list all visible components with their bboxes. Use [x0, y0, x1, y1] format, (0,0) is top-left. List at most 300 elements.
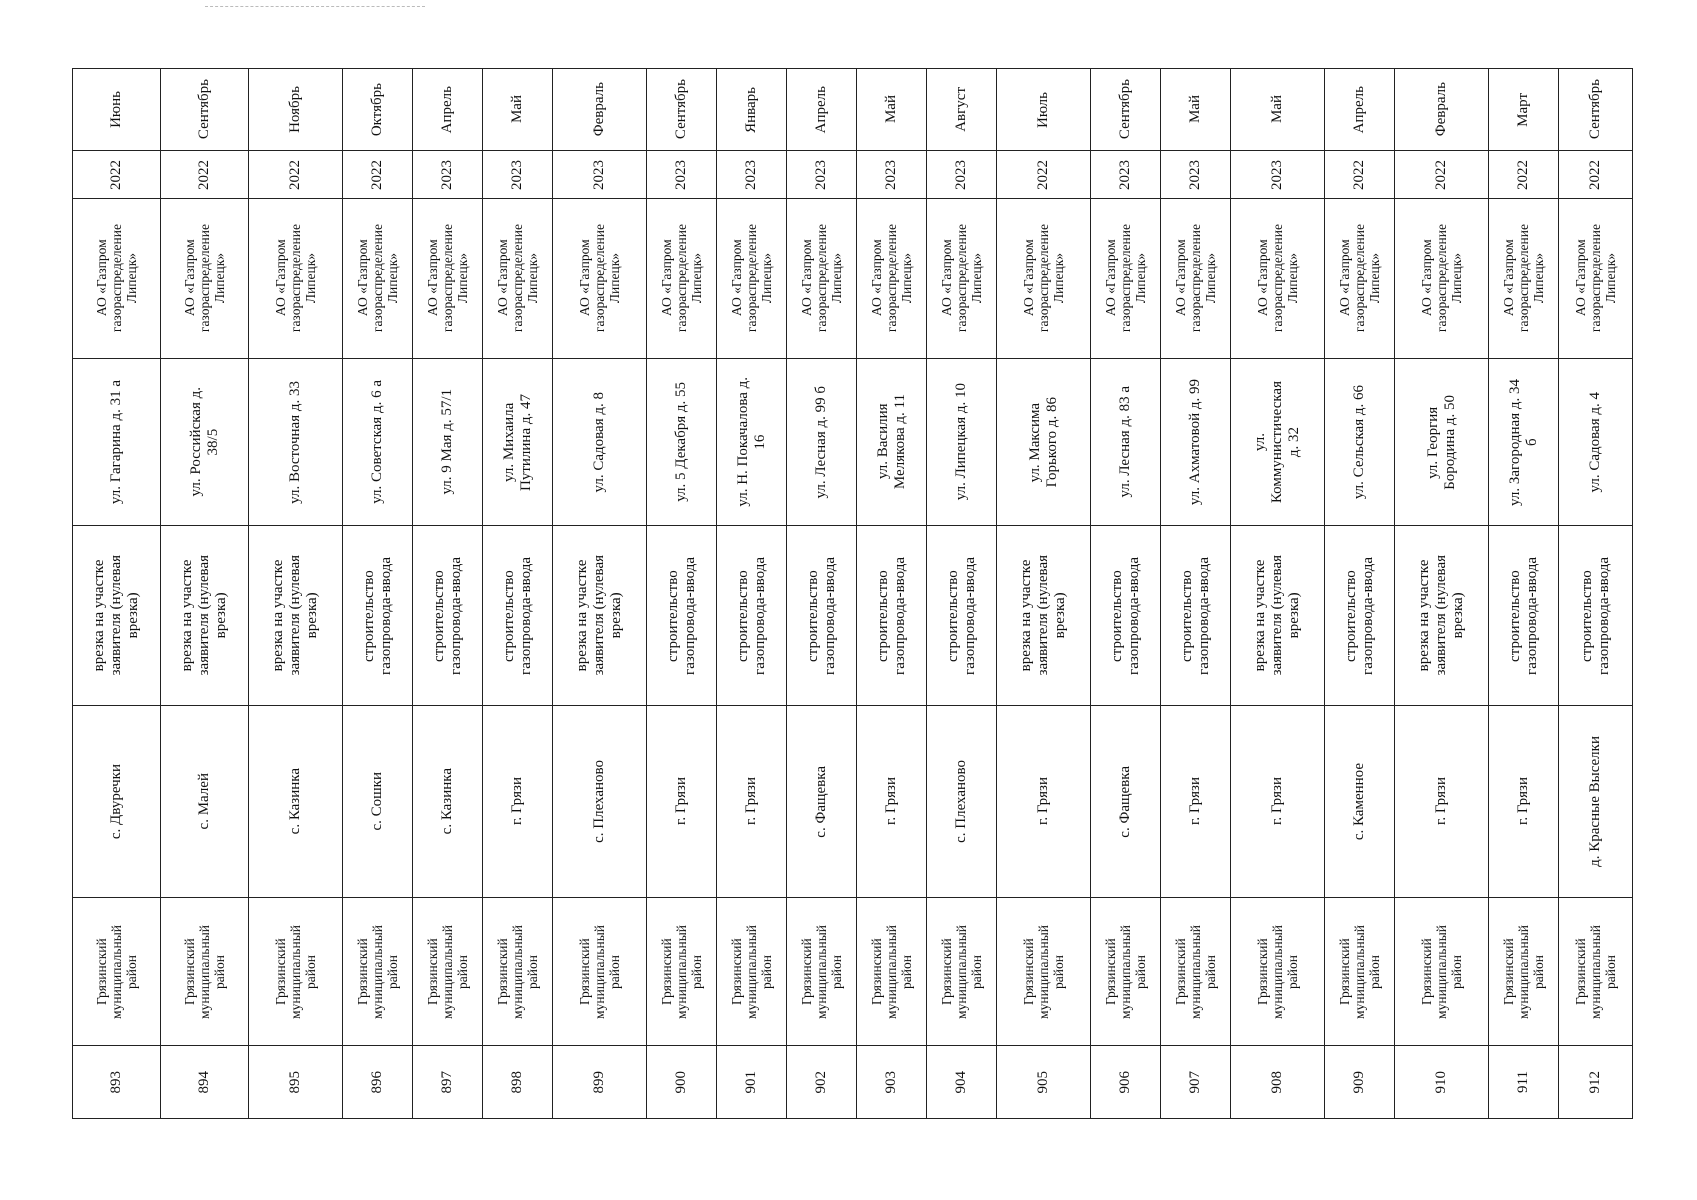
locality-row: [73, 706, 1633, 898]
year-cell: [413, 151, 483, 199]
locality-text: с. Казинка: [439, 768, 455, 835]
organization-text: АО «Газпром газораспределение Липецк»: [1021, 224, 1066, 333]
row-number-text: 908: [1269, 1070, 1285, 1094]
year-cell: [1325, 151, 1395, 199]
month-cell: [1325, 69, 1395, 151]
work-type-cell: [1231, 526, 1325, 706]
row-number-cell: [927, 1046, 997, 1119]
month-text: Июль: [1035, 91, 1051, 128]
month-text: Май: [1269, 95, 1285, 124]
address-cell: [1395, 359, 1489, 526]
locality-cell: [857, 706, 927, 898]
row-number-cell: [483, 1046, 553, 1119]
month-text: Апрель: [813, 85, 829, 134]
district-text: Грязинский муниципальный район: [869, 924, 914, 1019]
district-row: [73, 898, 1633, 1046]
month-cell: [1489, 69, 1559, 151]
work-type-cell: [997, 526, 1091, 706]
district-cell: [1161, 898, 1231, 1046]
district-cell: [1489, 898, 1559, 1046]
address-row: [73, 359, 1633, 526]
organization-cell: [787, 199, 857, 359]
organization-text: АО «Газпром газораспределение Липецк»: [869, 224, 914, 333]
organization-cell: [1395, 199, 1489, 359]
organization-cell: [1161, 199, 1231, 359]
work-type-cell: [1161, 526, 1231, 706]
work-type-text: строительство газопровода-ввода: [1506, 556, 1540, 675]
month-text: Сентябрь: [1587, 79, 1603, 140]
district-text: Грязинский муниципальный район: [1255, 924, 1300, 1019]
year-cell: [1559, 151, 1633, 199]
month-text: Февраль: [1433, 82, 1449, 137]
locality-cell: [343, 706, 413, 898]
locality-text: д. Красные Выселки: [1587, 736, 1603, 867]
organization-text: АО «Газпром газораспределение Липецк»: [1501, 224, 1546, 333]
work-type-text: врезка на участке заявителя (нулевая врезка): [574, 555, 624, 676]
district-cell: [927, 898, 997, 1046]
row-number-cell: [647, 1046, 717, 1119]
organization-cell: [647, 199, 717, 359]
work-type-row: [73, 526, 1633, 706]
locality-cell: [161, 706, 249, 898]
locality-text: с. Сошки: [369, 772, 385, 831]
year-cell: [249, 151, 343, 199]
address-cell: [647, 359, 717, 526]
district-cell: [1559, 898, 1633, 1046]
row-number-text: 912: [1587, 1070, 1603, 1094]
year-cell: [1395, 151, 1489, 199]
locality-text: г. Грязи: [1433, 777, 1449, 826]
address-text: ул. Российская д. 38/5: [187, 387, 221, 497]
address-text: ул. Н. Покачалова д. 16: [734, 377, 768, 507]
address-text: ул. Советская д. 6 а: [369, 380, 385, 504]
work-type-cell: [647, 526, 717, 706]
work-type-cell: [1559, 526, 1633, 706]
organization-text: АО «Газпром газораспределение Липецк»: [1103, 224, 1148, 333]
district-cell: [997, 898, 1091, 1046]
organization-cell: [343, 199, 413, 359]
year-cell: [553, 151, 647, 199]
district-cell: [413, 898, 483, 1046]
month-cell: [1091, 69, 1161, 151]
row-number-text: 896: [369, 1070, 385, 1094]
year-row: [73, 151, 1633, 199]
work-type-cell: [161, 526, 249, 706]
month-text: Апрель: [439, 85, 455, 134]
row-number-text: 902: [813, 1070, 829, 1094]
month-text: Июнь: [108, 91, 124, 128]
row-number-row: [73, 1046, 1633, 1119]
locality-text: г. Грязи: [1035, 777, 1051, 826]
district-cell: [553, 898, 647, 1046]
work-type-cell: [553, 526, 647, 706]
row-number-cell: [997, 1046, 1091, 1119]
address-cell: [927, 359, 997, 526]
locality-cell: [483, 706, 553, 898]
address-text: ул. Липецкая д. 10: [953, 383, 969, 501]
month-cell: [1161, 69, 1231, 151]
work-type-text: строительство газопровода-ввода: [360, 556, 394, 675]
address-text: ул. Садовая д. 4: [1587, 391, 1603, 493]
address-cell: [413, 359, 483, 526]
work-type-cell: [73, 526, 161, 706]
locality-text: г. Грязи: [509, 777, 525, 826]
locality-cell: [1395, 706, 1489, 898]
organization-cell: [1325, 199, 1395, 359]
year-text: 2023: [743, 159, 759, 190]
organization-text: АО «Газпром газораспределение Липецк»: [495, 224, 540, 333]
row-number-cell: [1489, 1046, 1559, 1119]
month-cell: [1395, 69, 1489, 151]
address-text: ул. Гагарина д. 31 а: [108, 379, 124, 505]
address-cell: [483, 359, 553, 526]
locality-cell: [413, 706, 483, 898]
address-cell: [343, 359, 413, 526]
address-text: ул. Михаила Путилина д. 47: [500, 393, 534, 491]
address-cell: [1231, 359, 1325, 526]
work-type-text: строительство газопровода-ввода: [1578, 556, 1612, 675]
organization-text: АО «Газпром газораспределение Липецк»: [1573, 224, 1618, 333]
organization-cell: [161, 199, 249, 359]
month-cell: [717, 69, 787, 151]
organization-text: АО «Газпром газораспределение Липецк»: [939, 224, 984, 333]
month-text: Май: [1187, 95, 1203, 124]
gas-connection-table: [72, 68, 1633, 1119]
work-type-cell: [249, 526, 343, 706]
year-cell: [161, 151, 249, 199]
year-text: 2023: [439, 159, 455, 190]
locality-text: с. Казинка: [287, 768, 303, 835]
work-type-cell: [343, 526, 413, 706]
locality-cell: [997, 706, 1091, 898]
work-type-text: строительство газопровода-ввода: [1108, 556, 1142, 675]
district-text: Грязинский муниципальный район: [1573, 924, 1618, 1019]
locality-text: с. Двуречки: [108, 763, 124, 840]
work-type-text: врезка на участке заявителя (нулевая врезка): [270, 555, 320, 676]
district-text: Грязинский муниципальный район: [182, 924, 227, 1019]
address-cell: [1559, 359, 1633, 526]
year-text: 2023: [883, 159, 899, 190]
locality-cell: [787, 706, 857, 898]
year-text: 2023: [1117, 159, 1133, 190]
row-number-text: 900: [673, 1070, 689, 1094]
district-cell: [249, 898, 343, 1046]
month-row: [73, 69, 1633, 151]
work-type-cell: [1325, 526, 1395, 706]
year-text: 2022: [196, 159, 212, 190]
year-cell: [73, 151, 161, 199]
organization-text: АО «Газпром газораспределение Липецк»: [94, 224, 139, 333]
month-cell: [857, 69, 927, 151]
row-number-cell: [1231, 1046, 1325, 1119]
district-cell: [73, 898, 161, 1046]
year-cell: [857, 151, 927, 199]
district-cell: [161, 898, 249, 1046]
row-number-cell: [161, 1046, 249, 1119]
district-text: Грязинский муниципальный район: [1501, 924, 1546, 1019]
organization-cell: [717, 199, 787, 359]
organization-cell: [73, 199, 161, 359]
address-text: ул. Георгия Бородина д. 50: [1424, 394, 1458, 490]
address-text: ул. 5 Декабря д. 55: [673, 382, 689, 502]
organization-text: АО «Газпром газораспределение Липецк»: [1337, 224, 1382, 333]
month-text: Сентябрь: [1117, 79, 1133, 140]
address-cell: [857, 359, 927, 526]
month-text: Октябрь: [369, 82, 385, 137]
work-type-cell: [413, 526, 483, 706]
work-type-text: врезка на участке заявителя (нулевая врезка): [1252, 555, 1302, 676]
locality-cell: [717, 706, 787, 898]
district-text: Грязинский муниципальный район: [94, 924, 139, 1019]
district-cell: [857, 898, 927, 1046]
organization-cell: [997, 199, 1091, 359]
work-type-cell: [1489, 526, 1559, 706]
year-text: 2023: [953, 159, 969, 190]
address-cell: [161, 359, 249, 526]
organization-text: АО «Газпром газораспределение Липецк»: [1173, 224, 1218, 333]
district-cell: [483, 898, 553, 1046]
district-cell: [1395, 898, 1489, 1046]
row-number-cell: [1161, 1046, 1231, 1119]
row-number-text: 907: [1187, 1070, 1203, 1094]
year-text: 2023: [673, 159, 689, 190]
year-text: 2022: [369, 159, 385, 190]
locality-cell: [1091, 706, 1161, 898]
month-text: Январь: [743, 86, 759, 133]
work-type-text: строительство газопровода-ввода: [664, 556, 698, 675]
locality-cell: [1231, 706, 1325, 898]
row-number-text: 909: [1351, 1070, 1367, 1094]
locality-cell: [553, 706, 647, 898]
district-text: Грязинский муниципальный район: [1173, 924, 1218, 1019]
organization-cell: [1091, 199, 1161, 359]
year-text: 2022: [287, 159, 303, 190]
district-cell: [1325, 898, 1395, 1046]
organization-text: АО «Газпром газораспределение Липецк»: [799, 224, 844, 333]
organization-cell: [249, 199, 343, 359]
row-number-cell: [1559, 1046, 1633, 1119]
work-type-cell: [857, 526, 927, 706]
district-cell: [343, 898, 413, 1046]
locality-text: г. Грязи: [883, 777, 899, 826]
locality-cell: [1161, 706, 1231, 898]
row-number-cell: [717, 1046, 787, 1119]
locality-cell: [1489, 706, 1559, 898]
row-number-text: 897: [439, 1070, 455, 1094]
month-cell: [997, 69, 1091, 151]
organization-text: АО «Газпром газораспределение Липецк»: [182, 224, 227, 333]
work-type-text: врезка на участке заявителя (нулевая врезка): [1416, 555, 1466, 676]
organization-cell: [1489, 199, 1559, 359]
district-text: Грязинский муниципальный район: [273, 924, 318, 1019]
month-cell: [787, 69, 857, 151]
year-cell: [647, 151, 717, 199]
month-text: Август: [953, 87, 969, 132]
year-text: 2022: [1351, 159, 1367, 190]
row-number-cell: [1395, 1046, 1489, 1119]
row-number-text: 904: [953, 1070, 969, 1094]
year-text: 2023: [591, 159, 607, 190]
address-text: ул. Сельская д. 66: [1351, 384, 1367, 500]
district-cell: [1091, 898, 1161, 1046]
row-number-text: 911: [1515, 1071, 1531, 1093]
row-number-text: 906: [1117, 1070, 1133, 1094]
row-number-text: 903: [883, 1070, 899, 1094]
district-text: Грязинский муниципальный район: [577, 924, 622, 1019]
month-text: Март: [1515, 92, 1531, 127]
month-cell: [413, 69, 483, 151]
month-text: Май: [509, 95, 525, 124]
organization-row: [73, 199, 1633, 359]
month-cell: [483, 69, 553, 151]
month-cell: [249, 69, 343, 151]
work-type-text: строительство газопровода-ввода: [1178, 556, 1212, 675]
district-text: Грязинский муниципальный район: [355, 924, 400, 1019]
month-cell: [553, 69, 647, 151]
work-type-cell: [927, 526, 997, 706]
district-text: Грязинский муниципальный район: [1419, 924, 1464, 1019]
locality-text: г. Грязи: [743, 777, 759, 826]
organization-cell: [1559, 199, 1633, 359]
scan-artifact-line: [205, 6, 425, 8]
address-cell: [787, 359, 857, 526]
month-cell: [1559, 69, 1633, 151]
district-text: Грязинский муниципальный район: [939, 924, 984, 1019]
address-text: ул. Загородная д. 34 б: [1506, 378, 1540, 506]
month-cell: [647, 69, 717, 151]
locality-cell: [73, 706, 161, 898]
year-text: 2022: [108, 159, 124, 190]
district-text: Грязинский муниципальный район: [799, 924, 844, 1019]
row-number-text: 898: [509, 1070, 525, 1094]
year-cell: [483, 151, 553, 199]
address-cell: [553, 359, 647, 526]
month-text: Ноябрь: [287, 86, 303, 133]
address-text: ул. Садовая д. 8: [591, 391, 607, 493]
row-number-cell: [249, 1046, 343, 1119]
address-cell: [1091, 359, 1161, 526]
work-type-cell: [717, 526, 787, 706]
year-text: 2022: [1433, 159, 1449, 190]
locality-text: с. Фащевка: [813, 765, 829, 838]
address-text: ул. Коммунистическая д. 32: [1252, 380, 1302, 504]
address-text: ул. Ахматовой д. 99: [1187, 378, 1203, 506]
month-text: Сентябрь: [673, 79, 689, 140]
organization-text: АО «Газпром газораспределение Липецк»: [1255, 224, 1300, 333]
work-type-cell: [1091, 526, 1161, 706]
month-text: Февраль: [591, 82, 607, 137]
district-text: Грязинский муниципальный район: [1021, 924, 1066, 1019]
address-text: ул. Максима Горького д. 86: [1026, 396, 1060, 488]
locality-cell: [1559, 706, 1633, 898]
district-cell: [787, 898, 857, 1046]
work-type-text: строительство газопровода-ввода: [1342, 556, 1376, 675]
address-cell: [717, 359, 787, 526]
row-number-cell: [553, 1046, 647, 1119]
address-cell: [73, 359, 161, 526]
address-cell: [1325, 359, 1395, 526]
organization-cell: [927, 199, 997, 359]
month-cell: [161, 69, 249, 151]
district-text: Грязинский муниципальный район: [425, 924, 470, 1019]
row-number-cell: [787, 1046, 857, 1119]
address-text: ул. Восточная д. 33: [287, 380, 303, 504]
row-number-text: 901: [743, 1070, 759, 1094]
organization-text: АО «Газпром газораспределение Липецк»: [659, 224, 704, 333]
work-type-text: врезка на участке заявителя (нулевая врезка): [179, 555, 229, 676]
address-cell: [997, 359, 1091, 526]
address-text: ул. Лесная д. 99 б: [813, 385, 829, 499]
work-type-text: строительство газопровода-ввода: [874, 556, 908, 675]
organization-text: АО «Газпром газораспределение Липецк»: [729, 224, 774, 333]
organization-cell: [553, 199, 647, 359]
locality-cell: [249, 706, 343, 898]
year-cell: [1091, 151, 1161, 199]
district-cell: [647, 898, 717, 1046]
year-cell: [343, 151, 413, 199]
district-text: Грязинский муниципальный район: [1103, 924, 1148, 1019]
month-text: Сентябрь: [196, 79, 212, 140]
year-text: 2022: [1035, 159, 1051, 190]
address-cell: [1161, 359, 1231, 526]
row-number-text: 893: [108, 1070, 124, 1094]
locality-text: с. Плеханово: [953, 760, 969, 843]
row-number-cell: [1325, 1046, 1395, 1119]
work-type-text: строительство газопровода-ввода: [944, 556, 978, 675]
district-text: Грязинский муниципальный район: [659, 924, 704, 1019]
locality-cell: [647, 706, 717, 898]
district-text: Грязинский муниципальный район: [729, 924, 774, 1019]
year-text: 2022: [1587, 159, 1603, 190]
address-text: ул. Василия Мелякова д. 11: [874, 394, 908, 490]
organization-cell: [857, 199, 927, 359]
year-cell: [787, 151, 857, 199]
row-number-text: 905: [1035, 1070, 1051, 1094]
month-cell: [1231, 69, 1325, 151]
locality-text: г. Грязи: [1269, 777, 1285, 826]
locality-text: с. Малей: [196, 773, 212, 830]
organization-text: АО «Газпром газораспределение Липецк»: [355, 224, 400, 333]
district-text: Грязинский муниципальный район: [495, 924, 540, 1019]
address-text: ул. Лесная д. 83 а: [1117, 386, 1133, 498]
organization-cell: [413, 199, 483, 359]
work-type-cell: [1395, 526, 1489, 706]
locality-cell: [927, 706, 997, 898]
year-cell: [717, 151, 787, 199]
locality-text: с. Фащевка: [1117, 765, 1133, 838]
month-cell: [73, 69, 161, 151]
month-text: Апрель: [1351, 85, 1367, 134]
row-number-text: 899: [591, 1070, 607, 1094]
organization-text: АО «Газпром газораспределение Липецк»: [425, 224, 470, 333]
organization-cell: [1231, 199, 1325, 359]
month-text: Май: [883, 95, 899, 124]
work-type-text: строительство газопровода-ввода: [804, 556, 838, 675]
locality-cell: [1325, 706, 1395, 898]
row-number-cell: [413, 1046, 483, 1119]
organization-text: АО «Газпром газораспределение Липецк»: [273, 224, 318, 333]
year-cell: [1161, 151, 1231, 199]
locality-text: г. Грязи: [1515, 777, 1531, 826]
year-text: 2023: [509, 159, 525, 190]
row-number-text: 910: [1433, 1070, 1449, 1094]
year-text: 2023: [813, 159, 829, 190]
district-text: Грязинский муниципальный район: [1337, 924, 1382, 1019]
row-number-text: 894: [196, 1070, 212, 1094]
year-cell: [1489, 151, 1559, 199]
row-number-cell: [857, 1046, 927, 1119]
locality-text: г. Грязи: [1187, 777, 1203, 826]
